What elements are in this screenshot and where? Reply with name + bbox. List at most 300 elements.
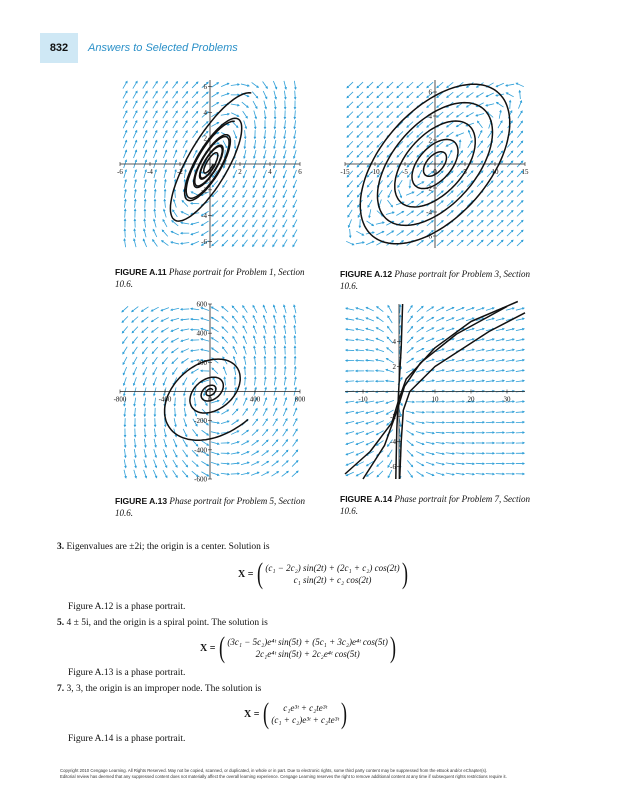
- field-arrow: [417, 327, 424, 332]
- field-arrow: [222, 337, 228, 343]
- field-arrow: [274, 140, 276, 148]
- x-tick-label: 30: [503, 395, 511, 404]
- field-arrow: [194, 398, 196, 406]
- field-arrow: [426, 452, 434, 455]
- field-arrow: [124, 199, 126, 207]
- field-arrow: [134, 418, 136, 426]
- field-arrow: [486, 452, 494, 454]
- field-arrow: [346, 339, 354, 341]
- field-arrow: [223, 190, 228, 197]
- field-arrow: [387, 102, 393, 108]
- field-arrow: [284, 346, 286, 354]
- answer-7-note: Figure A.14 is a phase portrait.: [68, 734, 186, 744]
- field-arrow: [191, 339, 199, 341]
- field-arrow: [153, 219, 156, 227]
- phase-portrait-a13: [115, 300, 310, 485]
- field-arrow: [133, 367, 137, 375]
- field-arrow: [496, 349, 504, 351]
- field-arrow: [366, 441, 374, 445]
- field-arrow: [457, 230, 463, 236]
- field-arrow: [143, 131, 147, 139]
- field-arrow: [386, 212, 394, 215]
- field-arrow: [154, 408, 156, 416]
- field-arrow: [164, 429, 166, 437]
- field-arrow: [519, 91, 521, 99]
- field-arrow: [459, 140, 461, 148]
- field-arrow: [399, 418, 401, 426]
- y-tick-label: -4: [390, 438, 396, 446]
- field-arrow: [437, 201, 443, 207]
- field-arrow: [274, 101, 276, 109]
- field-arrow: [456, 463, 464, 465]
- page-number: 832: [40, 33, 78, 63]
- field-arrow: [467, 92, 474, 97]
- field-arrow: [242, 430, 249, 435]
- field-arrow: [133, 111, 137, 118]
- field-arrow: [356, 472, 363, 476]
- field-arrow: [386, 400, 394, 403]
- field-arrow: [399, 315, 401, 323]
- left-paren: (: [219, 631, 226, 664]
- field-arrow: [193, 131, 198, 138]
- field-arrow: [274, 377, 276, 385]
- field-arrow: [192, 111, 197, 117]
- field-arrow: [181, 308, 189, 310]
- field-arrow: [346, 360, 354, 362]
- figure-caption-text: Phase portrait for Problem 7, Section 10.6.: [340, 494, 531, 516]
- field-arrow: [123, 111, 127, 118]
- field-arrow: [388, 190, 392, 198]
- field-arrow: [243, 220, 248, 227]
- field-arrow: [222, 200, 227, 207]
- field-arrow: [516, 463, 524, 465]
- field-arrow: [416, 422, 424, 424]
- field-arrow: [356, 318, 364, 321]
- field-arrow: [486, 308, 494, 311]
- field-arrow: [467, 230, 473, 236]
- field-arrow: [231, 452, 239, 454]
- field-arrow: [253, 200, 257, 207]
- field-arrow: [367, 141, 373, 147]
- field-arrow: [164, 170, 167, 178]
- field-arrow: [416, 411, 424, 413]
- field-arrow: [357, 131, 363, 137]
- field-arrow: [367, 102, 373, 108]
- field-arrow: [292, 471, 298, 477]
- figure-a11: [115, 74, 310, 254]
- field-arrow: [517, 141, 522, 147]
- phase-portrait-a11: [115, 74, 310, 254]
- figure-caption-text: Phase portrait for Problem 5, Section 10.6.: [115, 496, 306, 518]
- field-arrow: [486, 432, 494, 434]
- field-arrow: [293, 440, 298, 447]
- field-arrow: [366, 421, 374, 424]
- field-arrow: [134, 190, 136, 198]
- field-arrow: [264, 120, 266, 128]
- field-arrow: [232, 420, 239, 425]
- field-arrow: [466, 370, 474, 372]
- field-arrow: [274, 356, 276, 364]
- field-arrow: [144, 199, 146, 207]
- field-arrow: [507, 230, 513, 236]
- field-arrow: [244, 140, 246, 148]
- field-arrow: [222, 347, 227, 354]
- field-arrow: [496, 339, 504, 341]
- field-arrow: [497, 201, 503, 207]
- field-arrow: [124, 219, 126, 227]
- field-arrow: [244, 367, 246, 375]
- field-arrow: [357, 171, 363, 177]
- field-arrow: [231, 94, 239, 96]
- field-arrow: [254, 140, 256, 148]
- field-arrow: [367, 82, 373, 88]
- field-arrow: [173, 91, 178, 98]
- field-arrow: [397, 82, 403, 88]
- field-arrow: [254, 367, 256, 375]
- field-arrow: [123, 377, 126, 385]
- field-arrow: [357, 112, 363, 118]
- solution-row-2: c₁ sin(2t) + c₂ cos(2t): [293, 575, 372, 585]
- field-arrow: [233, 398, 237, 405]
- field-arrow: [183, 439, 187, 446]
- field-arrow: [357, 102, 363, 108]
- field-arrow: [466, 359, 474, 361]
- field-arrow: [251, 462, 259, 466]
- field-arrow: [244, 357, 246, 365]
- field-arrow: [406, 192, 414, 195]
- field-arrow: [456, 338, 464, 341]
- field-arrow: [436, 422, 444, 424]
- field-arrow: [357, 92, 363, 98]
- field-arrow: [123, 357, 127, 364]
- field-arrow: [387, 92, 393, 98]
- field-arrow: [272, 440, 278, 446]
- field-arrow: [456, 133, 464, 136]
- field-arrow: [437, 221, 443, 227]
- x-tick-label: -15: [340, 168, 350, 176]
- field-arrow: [144, 219, 146, 227]
- field-arrow: [134, 408, 136, 416]
- x-tick-label: 400: [249, 395, 261, 404]
- field-arrow: [143, 121, 147, 128]
- field-arrow: [447, 230, 453, 236]
- field-arrow: [397, 131, 403, 137]
- field-arrow: [222, 210, 227, 216]
- field-arrow: [387, 180, 392, 187]
- field-arrow: [154, 460, 157, 468]
- field-arrow: [427, 82, 433, 88]
- field-arrow: [143, 91, 147, 98]
- field-arrow: [446, 421, 454, 423]
- field-arrow: [476, 113, 484, 116]
- field-arrow: [356, 380, 364, 382]
- field-arrow: [467, 191, 473, 197]
- field-arrow: [377, 92, 383, 98]
- y-tick-label: 400: [196, 329, 207, 338]
- field-arrow: [242, 240, 247, 247]
- answer-body: 3, 3, the origin is an improper node. The solution is: [66, 684, 262, 694]
- field-arrow: [509, 101, 511, 109]
- field-arrow: [486, 380, 494, 382]
- field-arrow: [426, 380, 434, 382]
- field-arrow: [234, 367, 236, 375]
- field-arrow: [263, 220, 267, 227]
- field-arrow: [446, 463, 454, 465]
- answer-5-solution: [200, 633, 398, 663]
- field-arrow: [212, 348, 219, 353]
- field-arrow: [274, 346, 276, 354]
- field-arrow: [263, 210, 267, 217]
- field-arrow: [468, 141, 472, 148]
- field-arrow: [262, 430, 268, 436]
- field-arrow: [476, 307, 484, 310]
- field-arrow: [347, 122, 353, 128]
- field-arrow: [152, 337, 158, 343]
- field-arrow: [192, 429, 197, 436]
- field-arrow: [263, 170, 266, 178]
- field-arrow: [294, 356, 296, 364]
- right-paren: ): [340, 697, 347, 730]
- field-arrow: [163, 101, 168, 108]
- field-arrow: [426, 328, 433, 332]
- field-arrow: [347, 102, 353, 108]
- answer-number: 3.: [57, 542, 65, 552]
- field-arrow: [283, 419, 287, 426]
- field-arrow: [516, 370, 524, 372]
- field-arrow: [347, 92, 353, 98]
- field-arrow: [347, 151, 353, 157]
- field-arrow: [283, 239, 287, 246]
- field-arrow: [123, 101, 127, 108]
- field-arrow: [253, 101, 257, 108]
- field-arrow: [254, 130, 256, 138]
- field-arrow: [487, 220, 493, 226]
- field-arrow: [476, 442, 484, 444]
- field-arrow: [457, 112, 464, 117]
- field-arrow: [132, 317, 138, 323]
- field-arrow: [222, 306, 228, 311]
- field-arrow: [476, 349, 484, 351]
- field-arrow: [152, 347, 158, 353]
- field-arrow: [212, 368, 218, 374]
- field-arrow: [244, 130, 246, 138]
- x-tick-label: -10: [358, 395, 368, 404]
- field-arrow: [263, 200, 267, 207]
- field-arrow: [437, 82, 443, 87]
- field-arrow: [457, 240, 463, 246]
- field-arrow: [272, 450, 278, 456]
- figure-a11-caption: [115, 266, 315, 290]
- field-arrow: [173, 470, 178, 477]
- field-arrow: [133, 239, 136, 247]
- field-arrow: [486, 421, 494, 423]
- field-arrow: [348, 210, 352, 217]
- field-arrow: [368, 200, 372, 207]
- field-arrow: [184, 398, 186, 406]
- field-arrow: [163, 121, 167, 128]
- field-arrow: [273, 200, 277, 207]
- field-arrow: [263, 230, 268, 237]
- field-arrow: [143, 239, 146, 247]
- field-arrow: [134, 209, 136, 217]
- right-paren: ): [401, 557, 408, 590]
- field-arrow: [234, 377, 236, 385]
- field-arrow: [212, 83, 219, 88]
- field-arrow: [211, 442, 219, 445]
- field-arrow: [231, 441, 239, 444]
- field-arrow: [254, 377, 256, 385]
- field-arrow: [274, 326, 276, 334]
- field-arrow: [254, 120, 256, 128]
- field-arrow: [233, 326, 238, 333]
- field-arrow: [446, 318, 454, 321]
- field-arrow: [377, 122, 383, 128]
- field-arrow: [293, 230, 297, 237]
- field-arrow: [264, 130, 266, 138]
- field-arrow: [356, 360, 364, 362]
- field-arrow: [293, 190, 297, 198]
- field-arrow: [163, 131, 167, 138]
- field-arrow: [496, 370, 504, 372]
- x-tick-label: 15: [521, 168, 529, 176]
- x-tick-label: -10: [370, 168, 380, 176]
- field-arrow: [346, 462, 354, 465]
- field-arrow: [232, 230, 237, 236]
- field-arrow: [456, 370, 464, 372]
- field-arrow: [377, 82, 383, 88]
- field-arrow: [356, 441, 364, 444]
- field-arrow: [243, 111, 248, 118]
- field-arrow: [211, 102, 218, 106]
- field-arrow: [212, 220, 218, 226]
- equation-lhs: X =: [238, 568, 254, 580]
- field-arrow: [476, 370, 484, 372]
- field-arrow: [436, 338, 444, 341]
- field-arrow: [241, 472, 249, 474]
- solution-row-1: c₁e³ᵗ + c₂te³ᵗ: [283, 703, 327, 713]
- field-arrow: [211, 93, 218, 98]
- field-arrow: [346, 328, 354, 330]
- field-arrow: [163, 82, 168, 89]
- field-arrow: [486, 442, 494, 444]
- field-arrow: [163, 209, 166, 217]
- field-arrow: [123, 140, 126, 148]
- field-arrow: [263, 82, 268, 89]
- field-arrow: [264, 101, 267, 109]
- field-arrow: [231, 473, 239, 475]
- field-arrow: [357, 141, 363, 147]
- field-arrow: [284, 326, 286, 334]
- field-arrow: [436, 411, 444, 413]
- field-arrow: [233, 170, 237, 178]
- field-arrow: [466, 338, 474, 341]
- field-arrow: [273, 230, 277, 237]
- field-arrow: [466, 380, 474, 382]
- field-arrow: [366, 339, 374, 342]
- field-arrow: [222, 230, 228, 236]
- field-arrow: [182, 358, 189, 363]
- field-arrow: [496, 318, 504, 321]
- field-arrow: [171, 338, 178, 342]
- field-arrow: [224, 377, 226, 385]
- field-arrow: [122, 327, 127, 333]
- field-arrow: [283, 230, 287, 237]
- field-arrow: [244, 120, 247, 128]
- field-arrow: [183, 111, 188, 118]
- field-arrow: [477, 211, 483, 217]
- field-arrow: [397, 151, 403, 157]
- field-arrow: [447, 92, 454, 97]
- field-arrow: [232, 316, 237, 323]
- field-arrow: [436, 380, 444, 382]
- field-arrow: [243, 210, 248, 217]
- field-arrow: [496, 452, 504, 454]
- left-paren: (: [263, 697, 270, 730]
- field-arrow: [516, 83, 524, 87]
- phase-portrait-a14: [340, 300, 535, 485]
- field-arrow: [476, 359, 484, 361]
- field-arrow: [498, 121, 502, 128]
- field-arrow: [181, 319, 189, 321]
- field-arrow: [293, 220, 297, 227]
- field-arrow: [192, 82, 198, 88]
- field-arrow: [466, 463, 474, 465]
- field-arrow: [192, 92, 198, 98]
- field-arrow: [173, 460, 177, 467]
- field-arrow: [398, 180, 402, 187]
- field-arrow: [133, 91, 137, 98]
- field-arrow: [181, 211, 189, 215]
- field-arrow: [154, 429, 156, 437]
- field-arrow: [153, 91, 158, 98]
- field-arrow: [476, 401, 484, 403]
- field-arrow: [163, 367, 167, 374]
- field-arrow: [273, 170, 276, 178]
- y-tick-label: -6: [390, 463, 396, 471]
- field-arrow: [201, 338, 209, 341]
- field-arrow: [486, 339, 494, 341]
- field-arrow: [293, 408, 297, 416]
- field-arrow: [262, 451, 269, 456]
- field-arrow: [446, 432, 454, 434]
- field-arrow: [132, 327, 138, 333]
- field-arrow: [142, 317, 149, 322]
- field-arrow: [253, 305, 257, 312]
- field-arrow: [124, 428, 126, 436]
- field-arrow: [477, 181, 483, 187]
- field-arrow: [192, 378, 197, 385]
- field-arrow: [387, 82, 393, 88]
- field-arrow: [417, 317, 424, 322]
- field-arrow: [446, 411, 454, 413]
- field-arrow: [274, 130, 276, 138]
- field-arrow: [399, 190, 402, 198]
- field-arrow: [233, 347, 237, 355]
- field-arrow: [124, 180, 127, 188]
- field-arrow: [211, 317, 218, 321]
- field-arrow: [163, 377, 166, 385]
- field-arrow: [211, 452, 219, 455]
- field-arrow: [161, 318, 169, 322]
- field-arrow: [356, 421, 364, 424]
- field-arrow: [241, 462, 249, 465]
- field-arrow: [191, 369, 198, 373]
- field-arrow: [243, 180, 247, 188]
- field-arrow: [142, 327, 148, 333]
- field-arrow: [436, 318, 444, 322]
- field-arrow: [172, 358, 178, 364]
- field-arrow: [134, 219, 136, 227]
